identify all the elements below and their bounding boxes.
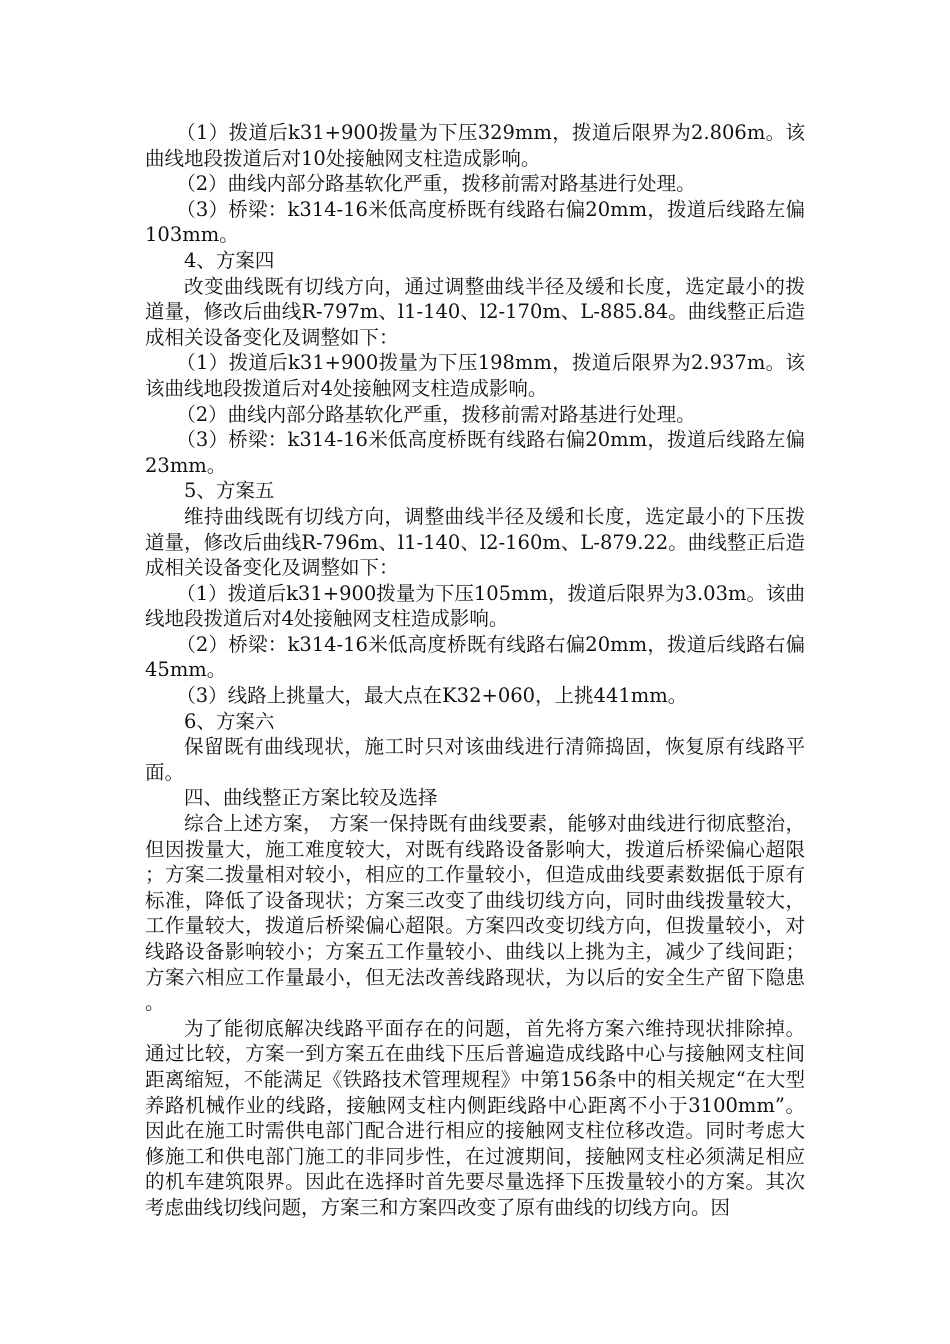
paragraph: 维持曲线既有切线方向，调整曲线半径及缓和长度，选定最小的下压拨道量，修改后曲线R-796m、l1-140、l2-160m、L-879.22。曲线整正后造成相关设备变化及调整如下： (145, 504, 805, 580)
paragraph: （2）曲线内部分路基软化严重，拨移前需对路基进行处理。 (176, 172, 696, 196)
paragraph: 保留既有曲线现状，施工时只对该曲线进行清筛捣固，恢复原有线路平面。 (145, 735, 805, 784)
paragraph: 5、方案五 (184, 479, 275, 503)
paragraph: （2）曲线内部分路基软化严重，拨移前需对路基进行处理。 (176, 402, 696, 426)
document-body (145, 120, 805, 1221)
paragraph: （2）桥梁：k314-16米低高度桥既有线路右偏20mm，拨道后线路右偏45mm。 (145, 632, 805, 682)
paragraph: （1）拨道后k31+900拨量为下压198mm，拨道后限界为2.937m。该该曲线地段拨道后对4处接触网支柱造成影响。 (145, 351, 805, 400)
paragraph: 改变曲线既有切线方向，通过调整曲线半径及缓和长度，选定最小的拨道量，修改后曲线R-797m、l1-140、l2-170m、L-885.84。曲线整正后造成相关设备变化及调整如下： (145, 274, 805, 349)
paragraph: 综合上述方案， 方案一保持既有曲线要素，能够对曲线进行彻底整治，但因拨量大，施工难度较大，对既有线路设备影响大，拨道后桥梁偏心超限；方案二拨量相对较小，相应的工作量较小，但造成曲线要素数据低于原有标准，降低了设备现状；方案三改变了曲线切线方向，同时曲线拨量较大，工作量较大，拨道后桥梁偏心超限。方案四改变切线方向，但拨量较小，对线路设备影响较小；方案五工作量较小、曲线以上挑为主，减少了线间距；方案六相应工作量最小，但无法改善线路现状，为以后的安全生产留下隐患。 (145, 812, 805, 1015)
paragraph: 4、方案四 (184, 248, 275, 272)
paragraph: 6、方案六 (184, 709, 275, 733)
paragraph: （1）拨道后k31+900拨量为下压329mm，拨道后限界为2.806m。该曲线地段拨道后对10处接触网支柱造成影响。 (145, 121, 805, 170)
paragraph: （1）拨道后k31+900拨量为下压105mm，拨道后限界为3.03m。该曲线地段拨道后对4处接触网支柱造成影响。 (145, 581, 805, 631)
paragraph: （3）桥梁：k314-16米低高度桥既有线路右偏20mm，拨道后线路左偏103mm。 (145, 197, 805, 247)
paragraph: 为了能彻底解决线路平面存在的问题，首先将方案六维持现状排除掉。通过比较，方案一到方案五在曲线下压后普遍造成线路中心与接触网支柱间距离缩短，不能满足《铁路技术管理规程》中第156条中的相关规定“在大型养路机械作业的线路，接触网支柱内侧距线路中心距离不小于3100mm”。因此在施工时需供电部门配合进行相应的接触网支柱位移改造。同时考虑大修施工和供电部门施工的非同步性，在过渡期间，接触网支柱必须满足相应的机车建筑限界。因此在选择时首先要尽量选择下压拨量较小的方案。其次考虑曲线切线问题，方案三和方案四改变了原有曲线的切线方向。因 (145, 1016, 805, 1219)
paragraph: 四、曲线整正方案比较及选择 (184, 786, 438, 810)
paragraph: （3）桥梁：k314-16米低高度桥既有线路右偏20mm，拨道后线路左偏23mm。 (145, 428, 805, 477)
paragraph: （3）线路上挑量大，最大点在K32+060，上挑441mm。 (176, 684, 688, 708)
